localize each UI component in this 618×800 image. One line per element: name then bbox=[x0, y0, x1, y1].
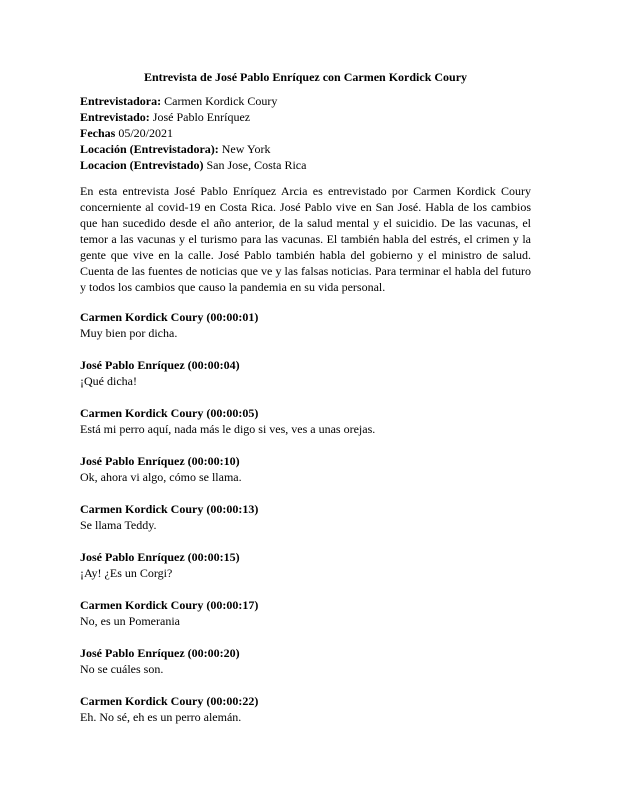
metadata-row-interviewer-location bbox=[80, 141, 531, 157]
metadata-value: José Pablo Enríquez bbox=[152, 110, 251, 124]
speaker-timestamp: (00:00:22) bbox=[206, 694, 259, 708]
document-content bbox=[80, 69, 531, 741]
metadata-value: New York bbox=[221, 142, 271, 156]
metadata-value: Carmen Kordick Coury bbox=[164, 94, 278, 108]
dialogue-turn bbox=[80, 453, 531, 485]
speaker-heading bbox=[80, 309, 531, 325]
metadata-row-interviewee-location bbox=[80, 157, 531, 173]
speaker-heading bbox=[80, 453, 531, 469]
dialogue-text: ¡Ay! ¿Es un Corgi? bbox=[80, 566, 173, 580]
summary-paragraph: En esta entrevista José Pablo Enríquez Arcia es entrevistado por Carmen Kordick Coury concerniente al covid-19 en Costa Rica. José Pablo vive en San José. Habla de los cambios que han sucedido desde el año anterior, de la salud mental y el suicidio. De las vacunas, el temor a las vacunas y el turismo para las vacunas. El también habla del estrés, el crimen y la gente que vive en la calle. José Pablo también habla del gobierno y el ministro de salud. Cuenta de las fuentes de noticias que ve y las falsas noticias. Para terminar el habla del futuro y todos los cambios que causo la pandemia en su vida personal. bbox=[80, 184, 531, 294]
dialogue-text: No se cuáles son. bbox=[80, 662, 164, 676]
speaker-name: José Pablo Enríquez bbox=[80, 358, 185, 372]
speaker-name: Carmen Kordick Coury bbox=[80, 310, 204, 324]
speaker-name: Carmen Kordick Coury bbox=[80, 406, 204, 420]
metadata-row-date bbox=[80, 125, 531, 141]
speaker-heading bbox=[80, 549, 531, 565]
dialogue-section bbox=[80, 309, 531, 725]
metadata-row-interviewee bbox=[80, 109, 531, 125]
speaker-heading bbox=[80, 645, 531, 661]
metadata-value: San Jose, Costa Rica bbox=[206, 158, 307, 172]
speaker-heading bbox=[80, 693, 531, 709]
metadata-value: 05/20/2021 bbox=[118, 126, 173, 140]
dialogue-text: Está mi perro aquí, nada más le digo si ves, ves a unas orejas. bbox=[80, 422, 376, 436]
speaker-timestamp: (00:00:20) bbox=[187, 646, 240, 660]
speaker-timestamp: (00:00:10) bbox=[187, 454, 240, 468]
metadata-block bbox=[80, 93, 531, 173]
dialogue-text: Se llama Teddy. bbox=[80, 518, 157, 532]
metadata-label: Fechas bbox=[80, 126, 116, 140]
metadata-row-interviewer bbox=[80, 93, 531, 109]
dialogue-turn bbox=[80, 357, 531, 389]
speaker-name: Carmen Kordick Coury bbox=[80, 502, 204, 516]
dialogue-turn bbox=[80, 501, 531, 533]
dialogue-text: Eh. No sé, eh es un perro alemán. bbox=[80, 710, 242, 724]
dialogue-turn bbox=[80, 597, 531, 629]
speaker-timestamp: (00:00:05) bbox=[206, 406, 259, 420]
dialogue-turn bbox=[80, 309, 531, 341]
speaker-name: José Pablo Enríquez bbox=[80, 550, 185, 564]
metadata-label: Locación (Entrevistadora): bbox=[80, 142, 219, 156]
dialogue-turn bbox=[80, 645, 531, 677]
dialogue-text: Muy bien por dicha. bbox=[80, 326, 178, 340]
dialogue-turn bbox=[80, 405, 531, 437]
speaker-heading bbox=[80, 405, 531, 421]
speaker-name: José Pablo Enríquez bbox=[80, 646, 185, 660]
speaker-name: Carmen Kordick Coury bbox=[80, 598, 204, 612]
speaker-timestamp: (00:00:04) bbox=[187, 358, 240, 372]
metadata-label: Locacion (Entrevistado) bbox=[80, 158, 204, 172]
speaker-heading bbox=[80, 501, 531, 517]
speaker-timestamp: (00:00:17) bbox=[206, 598, 259, 612]
dialogue-text: Ok, ahora vi algo, cómo se llama. bbox=[80, 470, 242, 484]
dialogue-text: No, es un Pomerania bbox=[80, 614, 180, 628]
metadata-label: Entrevistadora: bbox=[80, 94, 162, 108]
dialogue-turn bbox=[80, 693, 531, 725]
speaker-heading bbox=[80, 597, 531, 613]
speaker-timestamp: (00:00:01) bbox=[206, 310, 259, 324]
speaker-name: Carmen Kordick Coury bbox=[80, 694, 204, 708]
metadata-label: Entrevistado: bbox=[80, 110, 150, 124]
speaker-timestamp: (00:00:13) bbox=[206, 502, 259, 516]
dialogue-turn bbox=[80, 549, 531, 581]
speaker-timestamp: (00:00:15) bbox=[187, 550, 240, 564]
document-title: Entrevista de José Pablo Enríquez con Carmen Kordick Coury bbox=[143, 70, 468, 84]
dialogue-text: ¡Qué dicha! bbox=[80, 374, 137, 388]
speaker-heading bbox=[80, 357, 531, 373]
speaker-name: José Pablo Enríquez bbox=[80, 454, 185, 468]
